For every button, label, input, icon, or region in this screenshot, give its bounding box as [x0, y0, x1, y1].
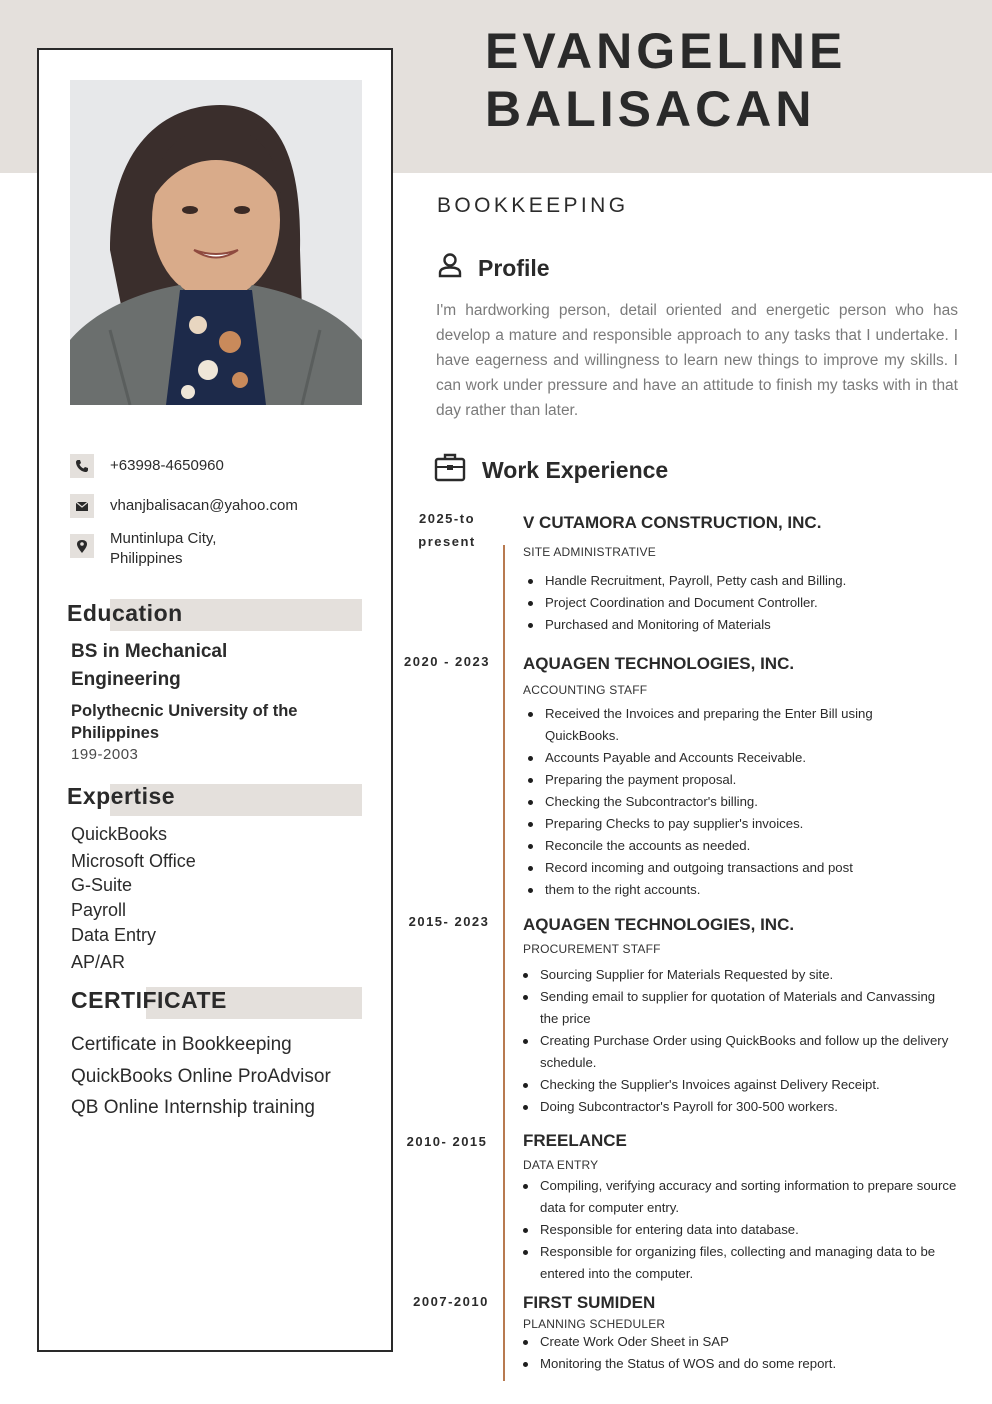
job-date — [404, 1290, 498, 1313]
job-bullet: Project Coordination and Document Controller. — [525, 592, 965, 614]
full-name — [485, 22, 846, 138]
phone-number: +63998-4650960 — [110, 457, 224, 474]
job-bullets — [520, 1175, 982, 1285]
job-bullet: Responsible for organizing files, collecting and managing data to be entered into the computer. — [520, 1241, 982, 1285]
job-date-line-2: present — [418, 534, 476, 549]
job-bullet: Responsible for entering data into database. — [520, 1219, 982, 1241]
briefcase-icon — [434, 452, 466, 488]
timeline-line — [503, 545, 505, 1381]
job-bullet: Creating Purchase Order using QuickBooks and follow up the delivery schedule. — [520, 1030, 955, 1074]
education-degree: BS in Mechanical Engineering — [71, 641, 228, 690]
job-bullets — [525, 570, 965, 636]
job-date-line-1: 2007-2010 — [413, 1294, 489, 1309]
expertise-heading: Expertise — [67, 783, 176, 809]
job-bullet: Purchased and Monitoring of Materials — [525, 614, 965, 636]
skill-item: QuickBooks — [71, 824, 168, 844]
job-bullet: Checking the Subcontractor's billing. — [525, 791, 925, 813]
envelope-icon — [70, 494, 94, 518]
contact-email — [70, 494, 298, 518]
job-date — [397, 650, 497, 673]
job-bullet: Sending email to supplier for quotation of Materials and Canvassing the price — [520, 986, 955, 1030]
job-date-line-1: 2010- 2015 — [406, 1134, 488, 1149]
job-date-line-1: 2015- 2023 — [408, 914, 490, 929]
certificate-item: QB Online Internship training — [71, 1097, 315, 1118]
name-line-1: EVANGELINE — [485, 23, 847, 79]
work-heading — [434, 452, 668, 488]
map-pin-icon — [70, 534, 94, 558]
job-company: FREELANCE — [523, 1131, 627, 1150]
job-bullet: Preparing the payment proposal. — [525, 769, 925, 791]
skill-item: AP/AR — [71, 952, 126, 972]
job-date-line-1: 2025-to — [418, 511, 476, 526]
job-title: ACCOUNTING STAFF — [523, 683, 648, 697]
user-icon — [438, 252, 462, 284]
skill-item: Data Entry — [71, 925, 157, 945]
job-bullet: Checking the Supplier's Invoices against Delivery Receipt. — [520, 1074, 955, 1096]
profile-heading-text: Profile — [478, 254, 550, 281]
skill-item: G-Suite — [71, 875, 133, 895]
job-bullet: Accounts Payable and Accounts Receivable. — [525, 747, 925, 769]
name-line-2: BALISACAN — [485, 81, 816, 137]
education-school: Polythecnic University of the Philippines — [71, 702, 298, 742]
job-bullet: Handle Recruitment, Payroll, Petty cash and Billing. — [525, 570, 965, 592]
job-bullet: Record incoming and outgoing transactions and post — [525, 857, 925, 879]
job-date — [401, 910, 497, 933]
job-bullets — [520, 964, 955, 1118]
profile-photo — [70, 80, 362, 405]
profile-heading — [438, 252, 550, 284]
email-address: vhanjbalisacan@yahoo.com — [110, 497, 298, 514]
address — [110, 529, 216, 569]
address-line-1: Muntinlupa City, — [110, 530, 217, 547]
job-date — [400, 1130, 494, 1153]
education-years: 199-2003 — [71, 746, 139, 763]
job-bullet: Create Work Oder Sheet in SAP — [520, 1331, 960, 1353]
skill-item: Microsoft Office — [71, 851, 196, 871]
education-heading: Education — [67, 600, 183, 626]
job-company: AQUAGEN TECHNOLOGIES, INC. — [523, 915, 795, 934]
job-bullet: Monitoring the Status of WOS and do some report. — [520, 1353, 960, 1375]
job-title: SITE ADMINISTRATIVE — [523, 545, 656, 559]
job-title: PROCUREMENT STAFF — [523, 942, 661, 956]
job-bullet: Received the Invoices and preparing the Enter Bill using QuickBooks. — [525, 703, 925, 747]
job-date-line-1: 2020 - 2023 — [404, 654, 490, 669]
job-title: PLANNING SCHEDULER — [523, 1317, 666, 1331]
job-company: FIRST SUMIDEN — [523, 1293, 656, 1312]
job-bullet: Preparing Checks to pay supplier's invoices. — [525, 813, 925, 835]
certificate-item: QuickBooks Online ProAdvisor — [71, 1066, 331, 1087]
job-company: AQUAGEN TECHNOLOGIES, INC. — [523, 654, 795, 673]
certificate-heading: CERTIFICATE — [71, 987, 227, 1013]
job-role: BOOKKEEPING — [437, 194, 629, 217]
job-bullet: them to the right accounts. — [525, 879, 925, 901]
contact-phone — [70, 454, 224, 478]
job-bullet: Doing Subcontractor's Payroll for 300-500 workers. — [520, 1096, 955, 1118]
job-date — [408, 507, 486, 553]
work-heading-text: Work Experience — [482, 456, 669, 483]
job-bullet: Reconcile the accounts as needed. — [525, 835, 925, 857]
job-company: V CUTAMORA CONSTRUCTION, INC. — [523, 513, 822, 532]
job-bullet: Sourcing Supplier for Materials Requested by site. — [520, 964, 955, 986]
job-bullets — [520, 1331, 960, 1375]
profile-summary: I'm hardworking person, detail oriented and energetic person who has develop a mature and responsible approach to any tasks that I undertake. I have eagerness and willingness to learn new things to improve my skills. I can work under pressure and have an attitude to finish my tasks with in that day rather than later. — [436, 302, 958, 419]
job-bullets — [525, 703, 925, 901]
phone-icon — [70, 454, 94, 478]
address-line-2: Philippines — [110, 550, 183, 567]
job-bullet: Compiling, verifying accuracy and sorting information to prepare source data for computer entry. — [520, 1175, 982, 1219]
certificate-item: Certificate in Bookkeeping — [71, 1034, 292, 1055]
skill-item: Payroll — [71, 900, 127, 920]
contact-address — [70, 529, 216, 569]
job-title: DATA ENTRY — [523, 1158, 599, 1172]
